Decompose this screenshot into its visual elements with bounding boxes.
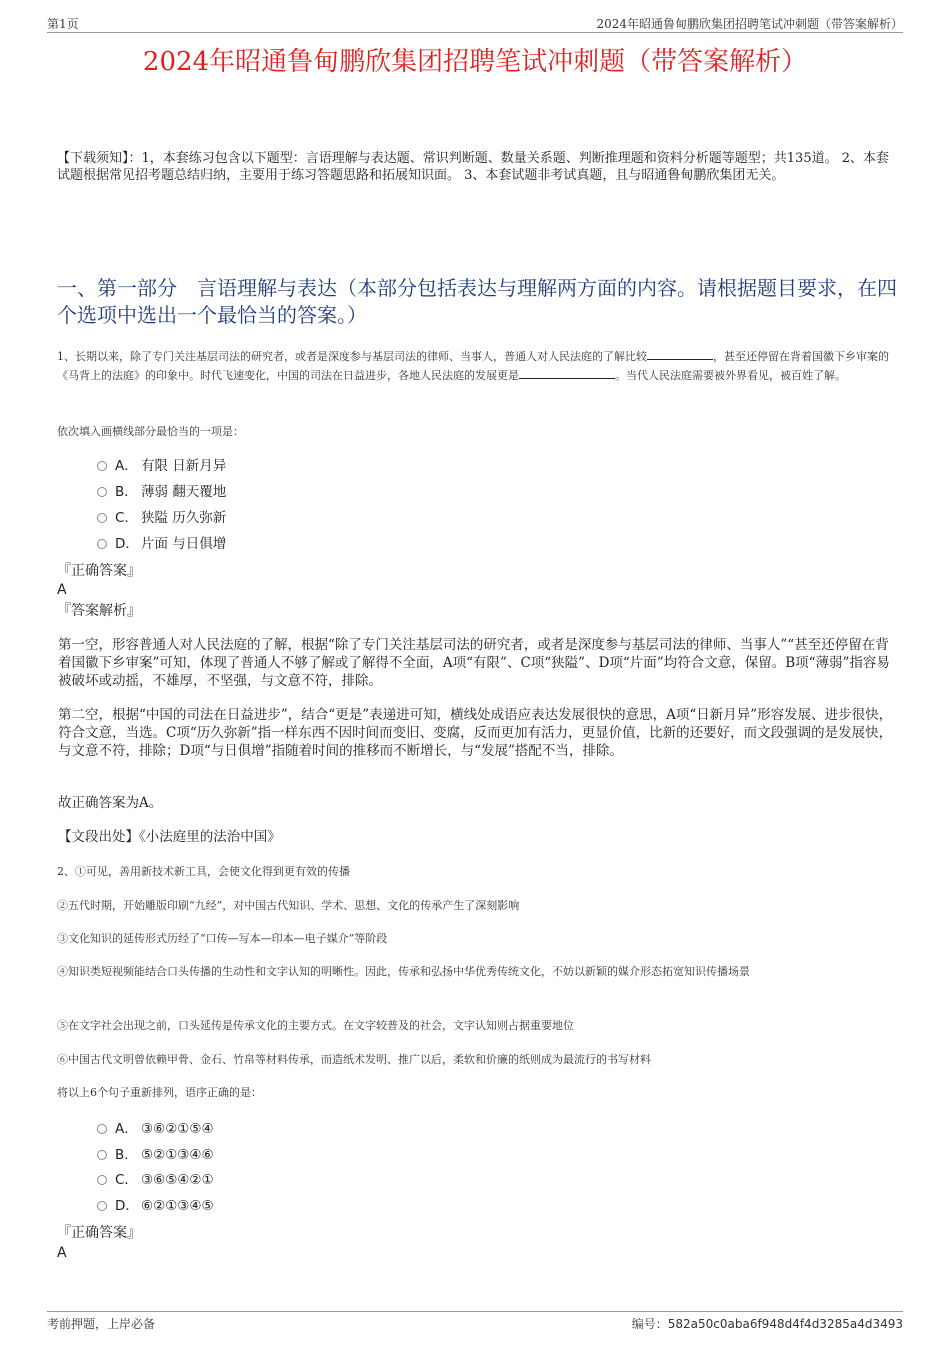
radio-button[interactable]: [97, 487, 107, 497]
q2-option-b[interactable]: B． ⑤②①③④⑥: [97, 1145, 214, 1165]
download-notice: 【下载须知】：1，本套练习包含以下题型：言语理解与表达题、常识判断题、数量关系题、判断推理题和资料分析题等题型；共135道。 2、本套试题根据常见招考题总结归纳，主要用于练习答题思路和拓展知识面。 3、本套试题非考试真题，且与昭通鲁甸鹏欣集团无关。: [57, 151, 889, 183]
q1-analysis-label: 『答案解析』: [57, 603, 141, 619]
q2-sentence-4: ④知识类短视频能结合口头传播的生动性和文字认知的明晰性。因此，传承和弘扬中华优秀传统文化，不妨以新颖的媒介形态拓宽知识传播场景: [57, 965, 750, 978]
q1-option-d[interactable]: D． 片面 与日俱增: [97, 534, 226, 554]
running-header-title: 2024年昭通鲁甸鹏欣集团招聘笔试冲刺题（带答案解析）: [596, 17, 903, 31]
q2-option-d[interactable]: D． ⑥②①③④⑤: [97, 1196, 214, 1216]
q2-answer: A: [57, 1245, 67, 1261]
footer-slogan: 考前押题，上岸必备: [47, 1317, 156, 1331]
q2-option-a[interactable]: A． ③⑥②①⑤④: [97, 1119, 214, 1139]
q2-sentence-5: ⑤在文字社会出现之前，口头延传是传承文化的主要方式。在文字较普及的社会，文字认知则占据重要地位: [57, 1019, 574, 1032]
q2-sentence-2: ②五代时期，开始雕版印刷“九经”，对中国古代知识、学术、思想、文化的传承产生了深刻影响: [57, 899, 520, 912]
q1-answer: A: [57, 582, 67, 598]
header-divider: [47, 32, 903, 33]
q1-blank-2: [519, 368, 615, 379]
radio-button[interactable]: [97, 1201, 107, 1211]
section-heading: 一、第一部分 言语理解与表达（本部分包括表达与理解两方面的内容。请根据题目要求，在四个选项中选出一个最恰当的答案。）: [57, 276, 897, 327]
page-title: 2024年昭通鲁甸鹏欣集团招聘笔试冲刺题（带答案解析）: [142, 47, 808, 77]
footer-divider: [47, 1311, 903, 1312]
q1-conclusion: 故正确答案为A。: [58, 795, 163, 811]
q1-stem-part-a: 1、长期以来，除了专门关注基层司法的研究者，或者是深度参与基层司法的律师、当事人，普通人对人民法庭的了解比较: [57, 350, 647, 363]
q1-blank-1: [647, 349, 713, 360]
q2-prompt: 将以上6个句子重新排列，语序正确的是：: [57, 1086, 262, 1099]
radio-button[interactable]: [97, 513, 107, 523]
document-code: [632, 1315, 903, 1332]
radio-button[interactable]: [97, 461, 107, 471]
radio-button[interactable]: [97, 1124, 107, 1134]
question-1-stem: [57, 347, 902, 385]
q1-answer-label: 『正确答案』: [57, 563, 141, 579]
q1-analysis-paragraph-2: 第二空，根据“中国的司法在日益进步”，结合“更是”表递进可知，横线处成语应表达发展很快的意思，A项“日新月异”形容发展、进步很快，符合文意，当选。C项“历久弥新”指一样东西不因时间而变旧、变腐，反而更加有活力，更显价值，比新的还要好，而文段强调的是发展快，与文意不符，排除；D项“与日俱增”指随着时间的推移而不断增长，与“发展”搭配不当，排除。: [58, 707, 893, 759]
radio-button[interactable]: [97, 1150, 107, 1160]
q2-answer-label: 『正确答案』: [57, 1225, 141, 1241]
q1-source: 【文段出处】《小法庭里的法治中国》: [58, 829, 281, 845]
q1-option-b[interactable]: B． 薄弱 翻天覆地: [97, 482, 226, 502]
radio-button[interactable]: [97, 1175, 107, 1185]
page-number: 第1页: [47, 17, 79, 31]
q2-sentence-1: 2、①可见，善用新技术新工具，会使文化得到更有效的传播: [57, 865, 350, 878]
code-value: 582a50c0aba6f948d4f4d3285a4d3493: [667, 1317, 903, 1331]
q2-sentence-6: ⑥中国古代文明曾依赖甲骨、金石、竹帛等材料传承，而造纸术发明、推广以后，柔软和价廉的纸则成为最流行的书写材料: [57, 1053, 651, 1066]
radio-button[interactable]: [97, 539, 107, 549]
q1-option-c[interactable]: C． 狭隘 历久弥新: [97, 508, 226, 528]
q1-prompt: 依次填入画横线部分最恰当的一项是：: [57, 425, 244, 438]
q1-analysis-paragraph-1: 第一空，形容普通人对人民法庭的了解，根据“除了专门关注基层司法的研究者，或者是深度参与基层司法的律师、当事人”“甚至还停留在背着国徽下乡审案”可知，体现了普通人不够了解或了解得不全面，A项“有限”、C项“狭隘”、D项“片面”均符合文意，保留。B项“薄弱”指容易被破坏或动摇，不雄厚，不坚强，与文意不符，排除。: [58, 637, 890, 689]
q2-sentence-3: ③文化知识的延传形式历经了“口传—写本—印本—电子媒介”等阶段: [57, 932, 388, 945]
q2-option-c[interactable]: C． ③⑥⑤④②①: [97, 1170, 214, 1190]
q1-stem-part-b: ，甚至还停留在背着国徽下乡审案的《马背上的法庭》的印象中。时代飞速变化，中国的司法在日益进步，各地人民法庭的发展更是: [57, 350, 889, 382]
q1-stem-part-c: 。当代人民法庭需要被外界看见，被百姓了解。: [615, 369, 846, 382]
q1-option-a[interactable]: A． 有限 日新月异: [97, 456, 226, 476]
code-label: 编号：: [631, 1317, 668, 1331]
